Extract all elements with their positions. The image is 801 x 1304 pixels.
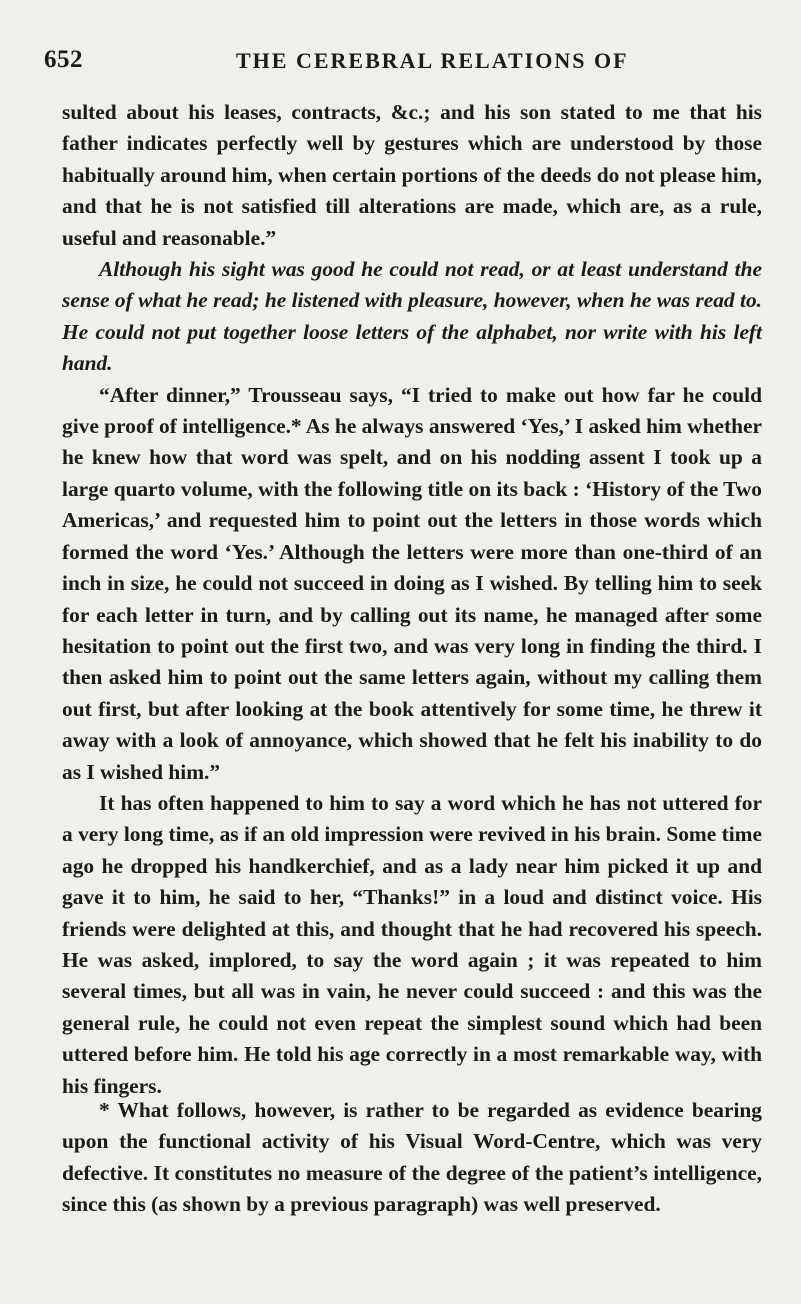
footnote-text: * What follows, however, is rather to be regarded as evidence bearing upon the functional activity of his Visual Word-Centre, which was very defective. It constitutes no measure of the degree of the patient’s intelligence, since this (as shown by a previous paragraph) was well preserved. [62, 1098, 762, 1217]
page-header [0, 42, 801, 82]
paragraph-4: It has often happened to him to say a word which he has not uttered for a very long time, as if an old impression were revived in his brain. Some time ago he dropped his handkerchief, and as a lady near him picked it up and gave it to him, he said to her, “Thanks!” in a loud and distinct voice. His friends were delighted at this, and thought that he had recovered his speech. He was asked, implored, to say the word again ; it was repeated to him several times, but all was in vain, he never could succeed : and this was the general rule, he could not even repeat the simplest sound which had been uttered before him. He told his age correctly in a most remarkable way, with his fingers. [62, 790, 762, 1098]
paragraph-1: sulted about his leases, contracts, &c.; and his son stated to me that his father indicates perfectly well by gestures which are understood by those habitually around him, when certain portions of the deeds do not please him, and that he is not satisfied till alterations are made, which are, as a rule, useful and reasonable.” [62, 100, 762, 250]
paragraph-3: “After dinner,” Trousseau says, “I tried to make out how far he could give proof of intelligence.* As he always answered ‘Yes,’ I asked him whether he knew how that word was spelt, and on his nodding assent I took up a large quarto volume, with the following title on its back : ‘History of the Two Americas,’ and requested him to point out the letters in those words which formed the word ‘Yes.’ Although the letters were more than one-third of an inch in size, he could not succeed in doing as I wished. By telling him to seek for each letter in turn, and by calling out its name, he managed after some hesitation to point out the first two, and was very long in finding the third. I then asked him to point out the same letters again, without my calling them out first, but after looking at the book attentively for some time, he threw it away with a look of annoyance, which showed that he felt his inability to do as I wished him.” [62, 382, 762, 784]
footnote [62, 1095, 762, 1221]
running-head: THE CEREBRAL RELATIONS OF [236, 48, 629, 73]
paragraph-2-italic: Although his sight was good he could not read, or at least understand the sense of what he read; he listened with pleasure, however, when he was read to. He could not put together loose letters of the alphabet, nor write with his left hand. [62, 257, 762, 376]
page-number: 652 [44, 46, 83, 73]
paragraph-2 [62, 254, 762, 380]
body-text [62, 97, 762, 1102]
